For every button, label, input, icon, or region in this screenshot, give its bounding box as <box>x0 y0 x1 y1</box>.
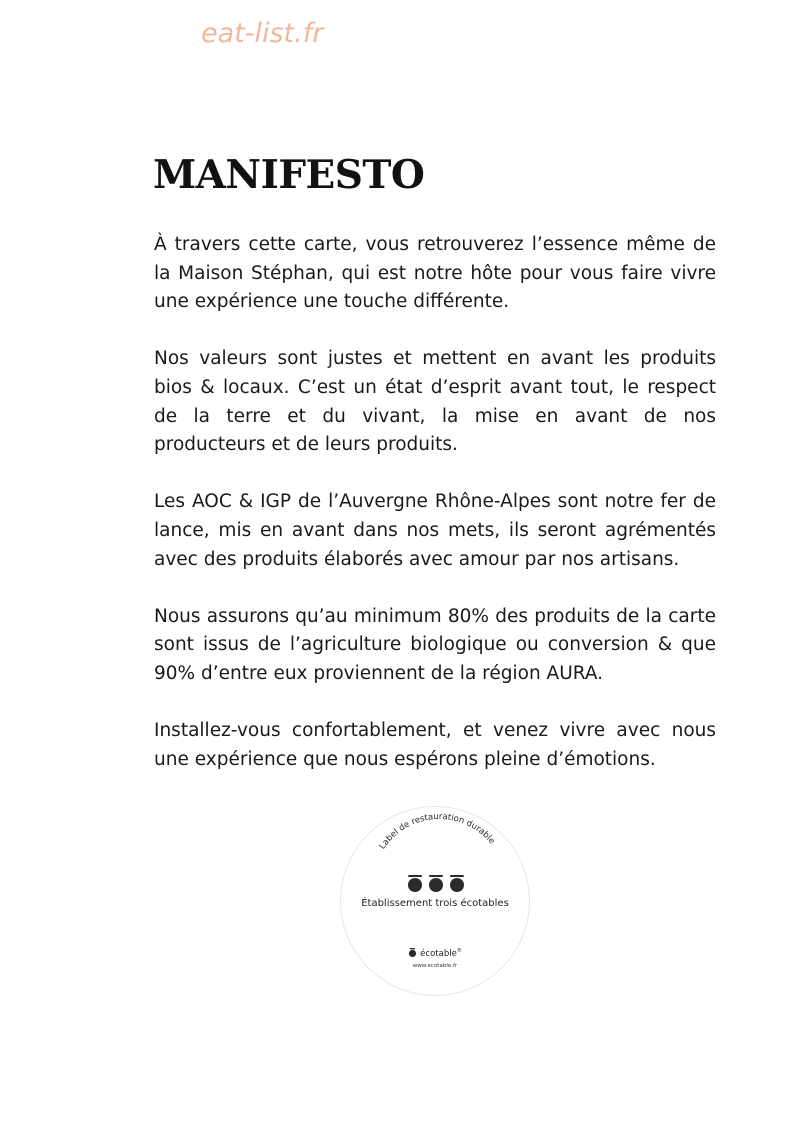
watermark: eat-list.fr <box>201 18 324 49</box>
three-ecotables-icon <box>407 874 465 892</box>
svg-text:Label de restauration durable <box>378 812 497 851</box>
paragraph: Nos valeurs sont justes et mettent en avant les produits bios & locaux. C’est un état d’esprit avant tout, le respect de la terre et du vivant, la mise en avant de nos producteurs et de leurs produits. <box>154 348 716 456</box>
paragraph: Installez-vous confortablement, et venez vivre avec nous une expérience que nous espérons pleine d’émotions. <box>154 720 716 770</box>
badge-url: www.ecotable.fr <box>412 963 458 969</box>
paragraph: Les AOC & IGP de l’Auvergne Rhône-Alpes sont notre fer de lance, mis en avant dans nos mets, ils seront agrémentés avec des produits élaborés avec amour par nos artisans. <box>154 491 716 570</box>
badge-brand-name: écotable <box>420 949 457 959</box>
page-title: MANIFESTO <box>153 152 425 198</box>
ecotable-leaf-icon <box>408 948 417 957</box>
ecotable-badge <box>340 806 530 996</box>
badge-brand-mark: ® <box>456 948 462 955</box>
badge-brand <box>341 948 529 959</box>
manifesto-body <box>154 231 716 803</box>
badge-main-text: Établissement trois écotables <box>361 898 509 909</box>
paragraph: À travers cette carte, vous retrouverez l’essence même de la Maison Stéphan, qui est notre hôte pour vous faire vivre une expérience une touche différente. <box>154 234 716 313</box>
badge-arc-text: Label de restauration durable <box>377 811 497 852</box>
paragraph: Nous assurons qu’au minimum 80% des produits de la carte sont issus de l’agriculture biologique ou conversion & que 90% d’entre eux proviennent de la région AURA. <box>154 605 716 684</box>
